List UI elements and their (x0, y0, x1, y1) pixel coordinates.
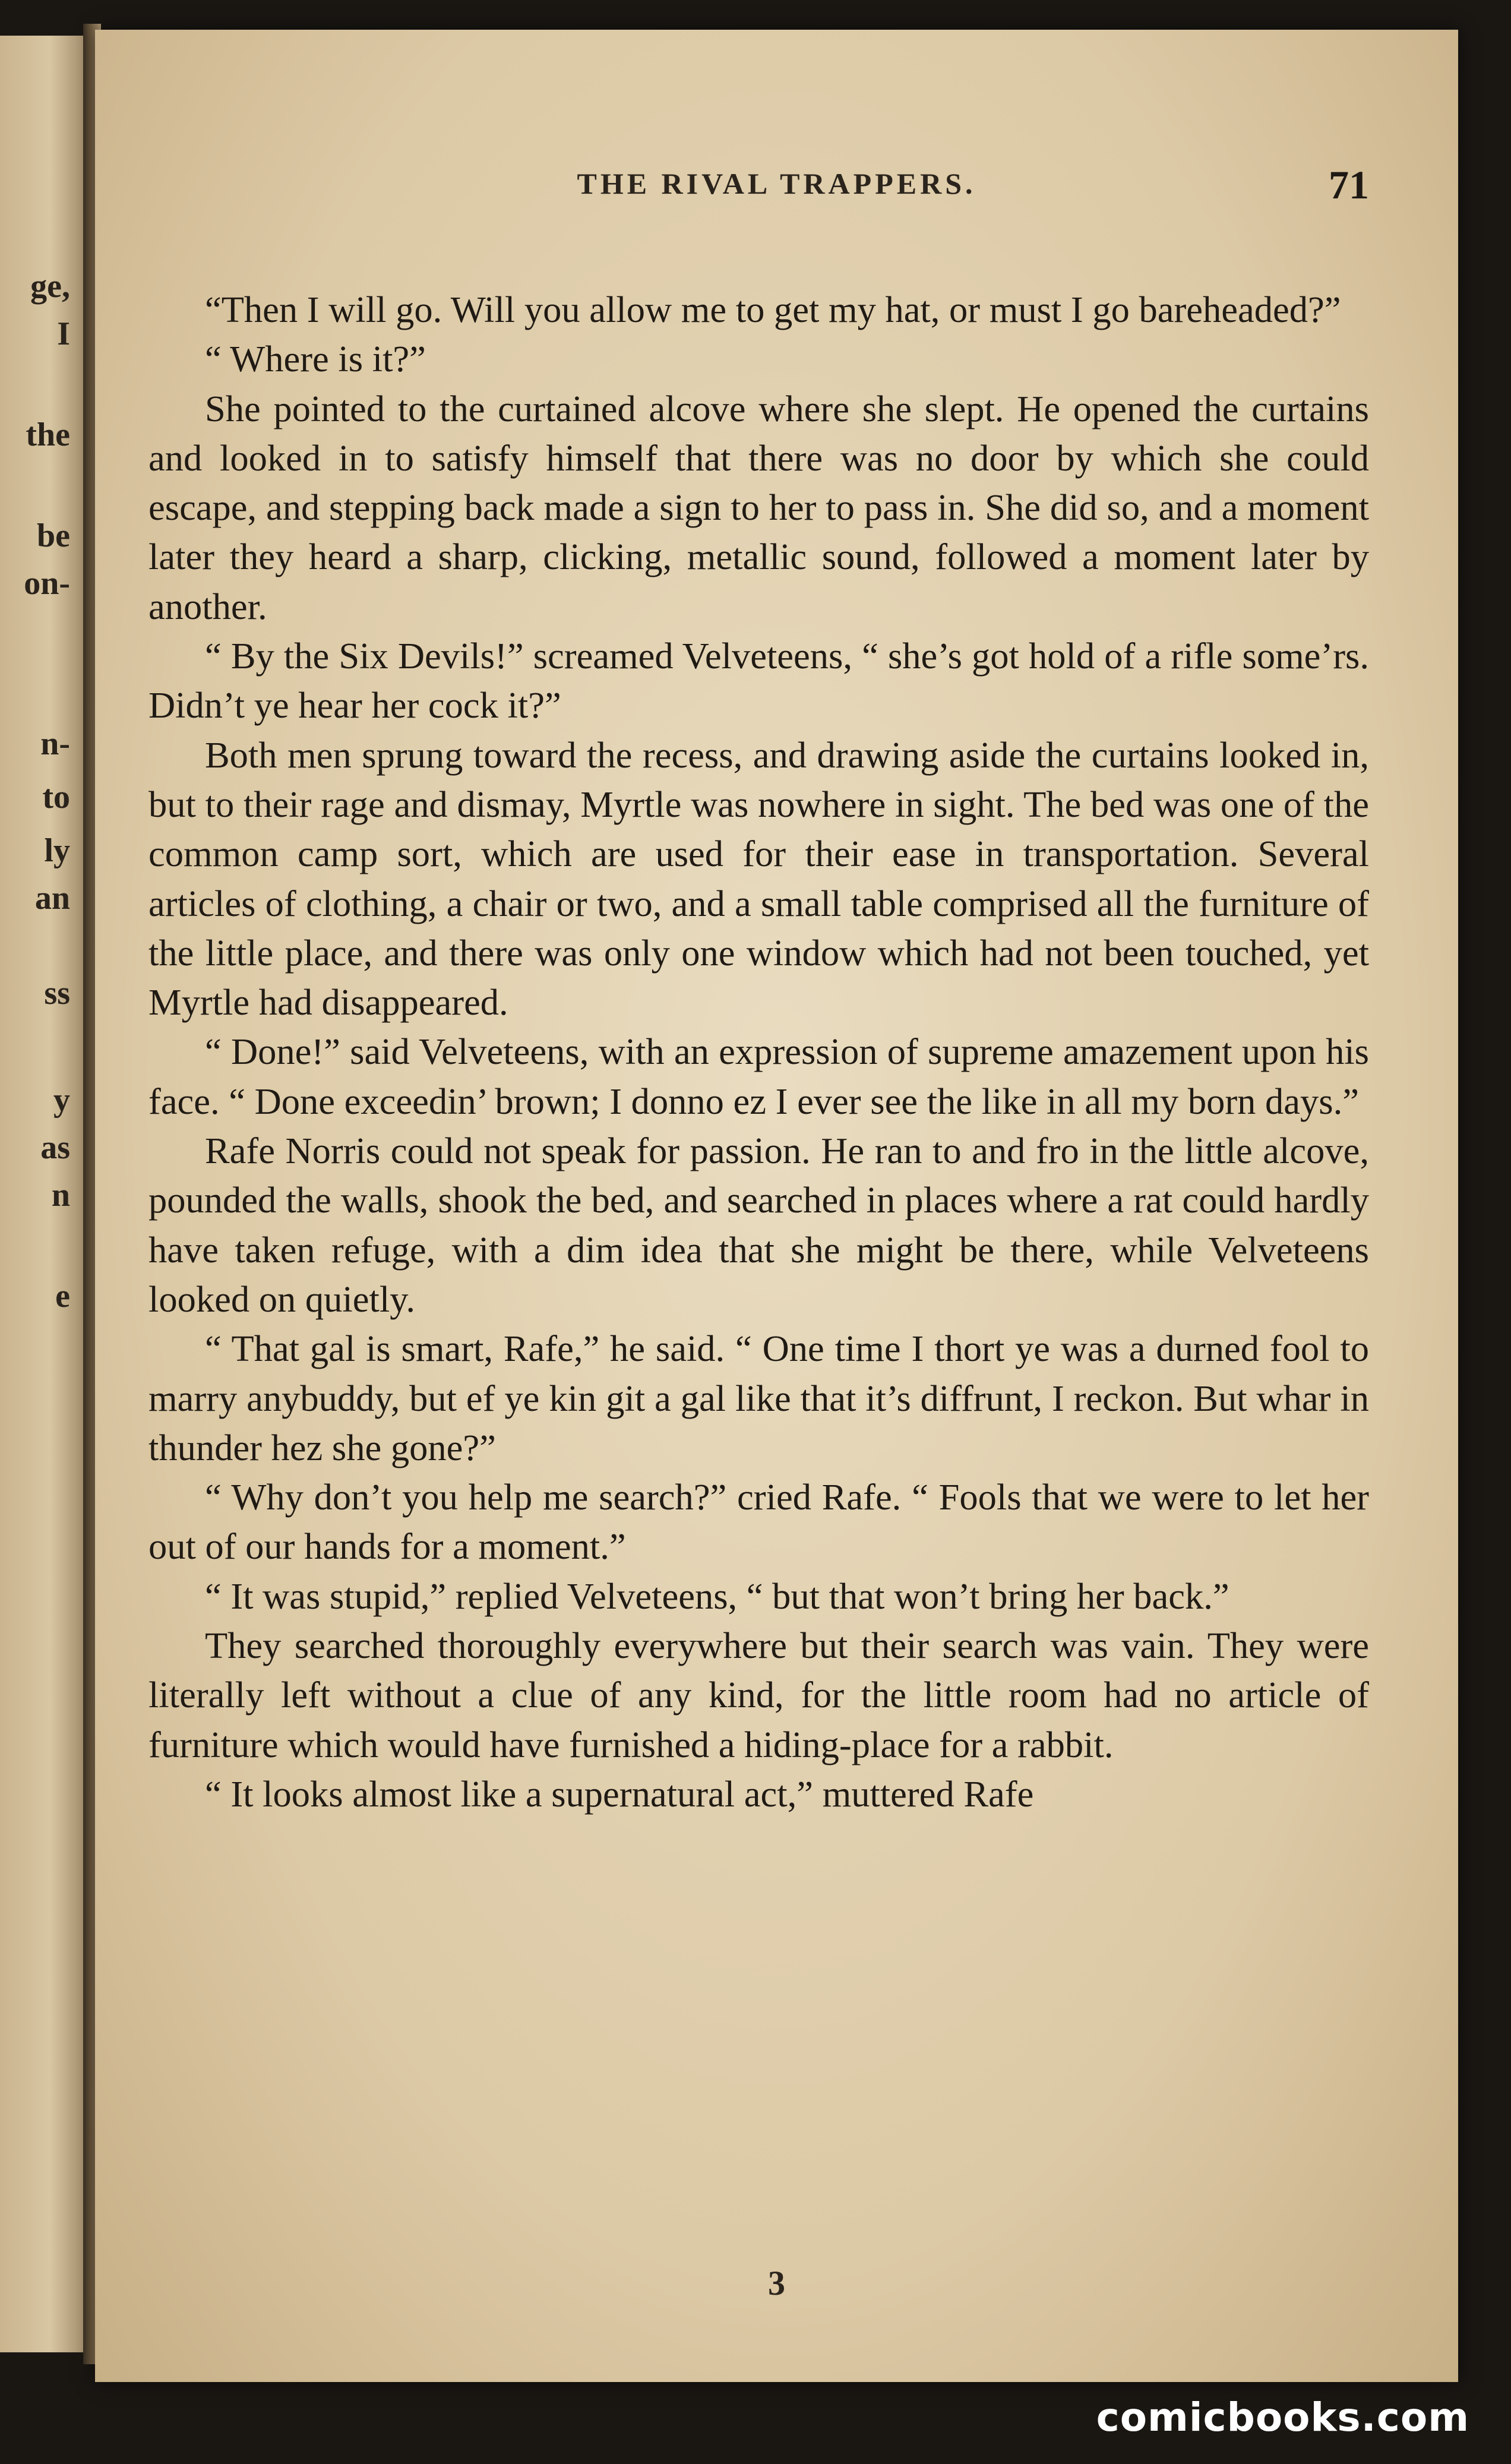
signature-mark: 3 (768, 2264, 785, 2302)
paragraph: “Then I will go. Will you allow me to get my hat, or must I go bareheaded?” (205, 289, 1341, 330)
facing-page-fragment: be (37, 517, 70, 554)
facing-page-fragment: ss (44, 975, 70, 1012)
body-text (148, 285, 1369, 1819)
facing-page-fragment: ly (44, 832, 70, 869)
facing-page-fragment: y (53, 1082, 70, 1119)
page-number: 71 (1329, 162, 1369, 207)
running-title: THE RIVAL TRAPPERS. (577, 167, 976, 200)
paragraph: Both men sprung toward the recess, and drawing aside the curtains looked in, but to their rage and dismay, Myrtle was nowhere in sight. The bed was one of the common camp sort, which are used for their ease in transportation. Several articles of clothing, a chair or two, and a small table comprised all the furniture of the little place, and there was only one window which had not been touched, yet Myrtle had disappeared. (148, 734, 1369, 1023)
paragraph: “ That gal is smart, Rafe,” he said. “ One time I thort ye was a durned fool to marry anybuddy, but ef ye kin git a gal like that it’s diffrunt, I reckon. But whar in thunder hez she gone?” (148, 1328, 1369, 1468)
paragraph: “ It looks almost like a supernatural act,” muttered Rafe (205, 1773, 1034, 1815)
facing-page-fragment: ge, (30, 268, 70, 305)
facing-page-edge (0, 36, 83, 2352)
paragraph: “ It was stupid,” replied Velveteens, “ but that won’t bring her back.” (205, 1575, 1229, 1617)
watermark: comicbooks.com (1096, 2394, 1469, 2440)
facing-page-fragment: an (34, 880, 70, 917)
paragraph: “ Done!” said Velveteens, with an expression of supreme amazement upon his face. “ Done exceedin’ brown; I donno ez I ever see the like in all my born days.” (148, 1031, 1369, 1122)
facing-page-fragment: to (42, 779, 70, 816)
paragraph: “ By the Six Devils!” screamed Velveteens, “ she’s got hold of a rifle some’rs. Didn’t ye hear her cock it?” (148, 635, 1369, 726)
book-page (95, 30, 1458, 2382)
facing-page-fragment: the (26, 416, 70, 453)
paragraph: “ Why don’t you help me search?” cried Rafe. “ Fools that we were to let her out of our hands for a moment.” (148, 1476, 1369, 1568)
facing-page-fragment: I (57, 315, 70, 352)
paragraph: They searched thoroughly everywhere but their search was vain. They were literally left without a clue of any kind, for the little room had no article of furniture which would have furnished a hiding-place for a rabbit. (148, 1625, 1369, 1765)
facing-page-fragment: e (55, 1278, 70, 1315)
running-head (95, 162, 1458, 214)
paragraph: Rafe Norris could not speak for passion. He ran to and fro in the little alcove, pounded the walls, shook the bed, and searched in places where a rat could hardly have taken refuge, with a dim idea that she might be there, while Velveteens looked on quietly. (148, 1130, 1369, 1320)
facing-page-fragment: on- (24, 565, 70, 602)
facing-page-fragment: n (51, 1177, 70, 1214)
paragraph: She pointed to the curtained alcove where she slept. He opened the curtains and looked in to satisfy himself that there was no door by which she could escape, and stepping back made a sign to her to pass in. She did so, and a moment later they heard a sharp, clicking, metallic sound, followed a moment later by another. (148, 387, 1369, 627)
paragraph: “ Where is it?” (205, 338, 426, 380)
facing-page-fragment: n- (40, 725, 70, 762)
facing-page-fragment: as (40, 1129, 70, 1166)
